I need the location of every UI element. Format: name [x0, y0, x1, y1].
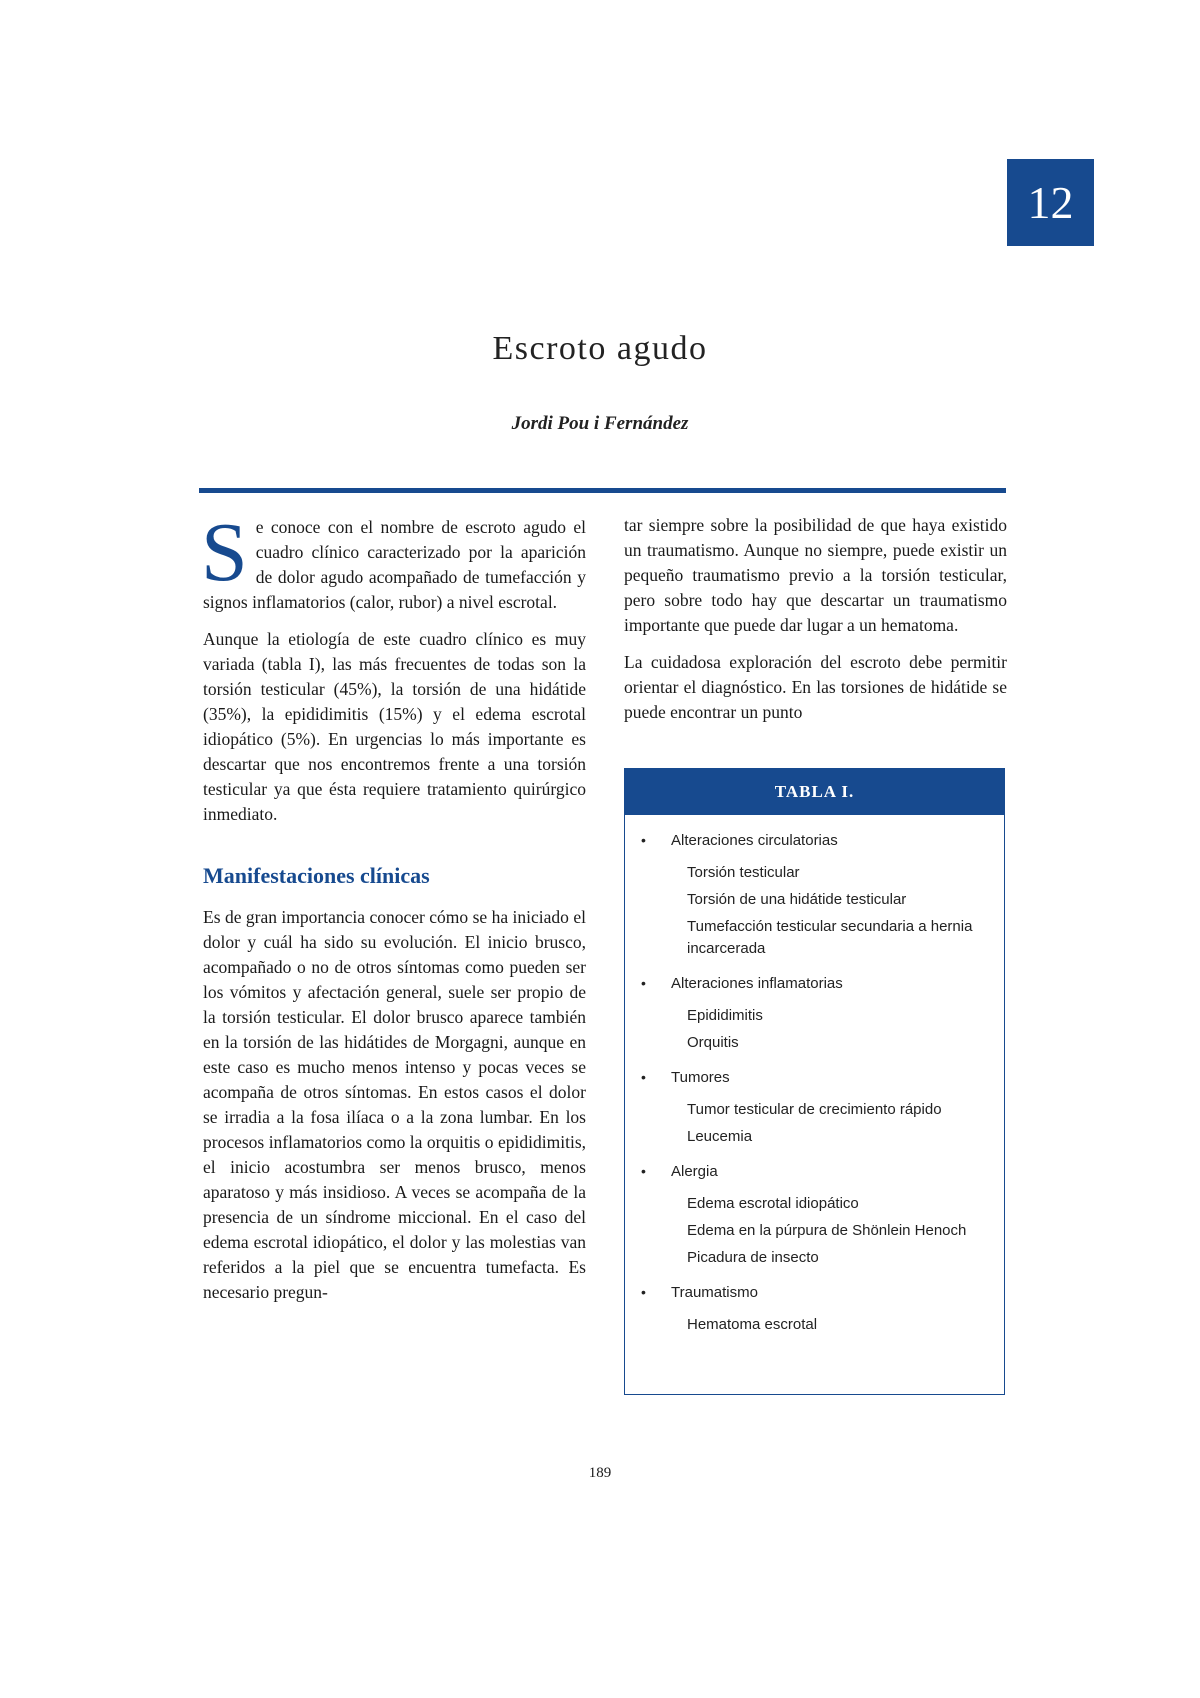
bullet-icon: • — [641, 832, 646, 848]
table-item: Picadura de insecto — [687, 1249, 819, 1266]
chapter-number: 12 — [1027, 177, 1074, 228]
table-category-label: Traumatismo — [671, 1284, 758, 1301]
paragraph-trauma: tar siempre sobre la posibilidad de que haya existido un traumatismo. Aunque no siempre, puede existir un pequeño traumatismo previo a la torsión testicular, pero sobre todo hay que descartar un traumatismo importante que puede dar lugar a un hematoma. — [624, 515, 1007, 635]
table-item-list — [641, 862, 1004, 960]
paragraph-exploration: La cuidadosa exploración del escroto debe permitir orientar el diagnóstico. En las torsiones de hidátide se puede encontrar un punto — [624, 652, 1007, 722]
table-category-label: Alteraciones circulatorias — [671, 832, 838, 849]
table-item-list — [641, 1314, 1004, 1336]
author-name: Jordi Pou i Fernández — [511, 413, 689, 434]
bullet-icon: • — [641, 1163, 646, 1179]
table-item-list — [641, 1099, 1004, 1148]
left-column — [201, 506, 586, 1317]
table-item: Orquitis — [687, 1034, 739, 1051]
bullet-icon: • — [641, 1284, 646, 1300]
table-item-list — [641, 1005, 1004, 1054]
table-category — [641, 1281, 1004, 1304]
intro-text: e conoce con el nombre de escroto agudo el cuadro clínico caracterizado por la aparición de dolor agudo acompañado de tumefacción y signos inflamatorios (calor, rubor) a nivel escrotal. — [203, 517, 586, 612]
table-item: Edema escrotal idiopático — [687, 1195, 859, 1212]
table-category-label: Alteraciones inflamatorias — [671, 975, 843, 992]
table-category-label: Tumores — [671, 1069, 730, 1086]
table-item: Tumefacción testicular secundaria a hernia incarcerada — [687, 918, 973, 957]
table-item-list — [641, 1193, 1004, 1269]
table-item: Epididimitis — [687, 1007, 763, 1024]
table-one — [624, 768, 1005, 1395]
table-category — [641, 1066, 1004, 1089]
table-category — [641, 1160, 1004, 1183]
header-rule — [199, 488, 1006, 493]
section-heading: Manifestaciones clínicas — [203, 863, 430, 888]
bullet-icon: • — [641, 1069, 646, 1085]
chapter-number-badge — [1007, 159, 1094, 246]
table-category-label: Alergia — [671, 1163, 718, 1180]
drop-cap: S — [201, 506, 248, 599]
paragraph-clinical: Es de gran importancia conocer cómo se ha iniciado el dolor y cuál ha sido su evolución. El inicio brusco, acompañado o no de otros síntomas como pueden ser los vómitos y afectación general, suele ser propio de la torsión testicular. El dolor brusco aparece también en la torsión de las hidátides de Morgagni, aunque en este caso es mucho menos intenso y pocas veces se acompaña de otros síntomas. En estos casos el dolor se irradia a la fosa ilíaca o a la zona lumbar. En los procesos inflamatorios como la orquitis o epididimitis, el inicio acostumbra ser menos brusco, menos aparatoso y más insidioso. A veces se acompaña de la presencia de un síndrome miccional. En el caso del edema escrotal idiopático, el dolor y las molestias van referidos a la piel que se encuentra tumefacta. Es necesario pregun- — [203, 907, 586, 1302]
table-item: Hematoma escrotal — [687, 1316, 818, 1333]
table-body — [625, 815, 1004, 1336]
table-item: Tumor testicular de crecimiento rápido — [687, 1101, 942, 1118]
table-item: Torsión de una hidátide testicular — [687, 891, 907, 908]
page-title: Escroto agudo — [492, 330, 708, 367]
table-category — [641, 829, 1004, 852]
table-title: TABLA I. — [625, 769, 1004, 815]
table-item: Torsión testicular — [687, 864, 800, 881]
table-item: Leucemia — [687, 1128, 753, 1145]
table-item: Edema en la púrpura de Shönlein Henoch — [687, 1222, 967, 1239]
bullet-icon: • — [641, 975, 646, 991]
intro-paragraph — [201, 506, 586, 615]
right-column — [624, 513, 1007, 737]
paragraph-etiology: Aunque la etiología de este cuadro clínico es muy variada (tabla I), las más frecuentes de todas son la torsión testicular (45%), la torsión de una hidátide (35%), la epididimitis (15%) y el edema escrotal idiopático (5%). En urgencias lo más importante es descartar que nos encontremos frente a una torsión testicular ya que ésta requiere tratamiento quirúrgico inmediato. — [203, 629, 586, 824]
page-number: 189 — [588, 1465, 612, 1481]
table-category — [641, 972, 1004, 995]
